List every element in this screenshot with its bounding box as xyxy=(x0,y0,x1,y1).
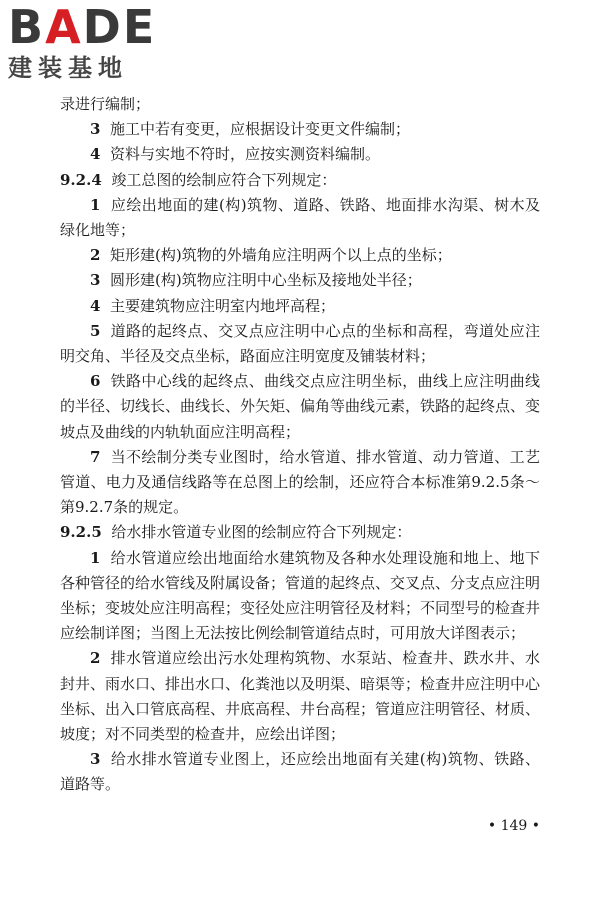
logo-wordmark xyxy=(8,2,178,52)
section-heading xyxy=(60,520,540,545)
item-number: 1 xyxy=(90,548,101,567)
list-item xyxy=(60,142,540,167)
item-text: 资料与实地不符时，应按实测资料编制。 xyxy=(109,145,380,164)
item-number: 6 xyxy=(90,372,101,391)
section-text: 竣工总图的绘制应符合下列规定： xyxy=(111,170,337,189)
paragraph xyxy=(60,92,540,117)
logo-letter-b: B xyxy=(8,0,46,54)
item-text: 铁路中心线的起终点、曲线交点应注明坐标，曲线上应注明曲线的半径、切线长、曲线长、外矢矩、偏角等曲线元素，铁路的起终点、变坡点及曲线的内轨轨面应注明高程； xyxy=(60,372,541,441)
item-number: 5 xyxy=(90,321,101,340)
section-number: 9.2.5 xyxy=(60,523,102,542)
document-body xyxy=(60,92,540,798)
item-text: 主要建筑物应注明室内地坪高程； xyxy=(109,296,335,315)
list-item xyxy=(60,546,540,647)
item-number: 2 xyxy=(90,246,101,265)
item-number: 1 xyxy=(90,195,101,214)
list-item xyxy=(60,243,540,268)
item-text: 矩形建(构)筑物的外墙角应注明两个以上点的坐标； xyxy=(109,246,452,265)
section-number: 9.2.4 xyxy=(60,170,102,189)
item-text: 给水管道应绘出地面给水建筑物及各种水处理设施和地上、地下各种管径的给水管线及附属设备；管道的起终点、交叉点、分支点应注明坐标；变坡处应注明高程；变径处应注明管径及材料；不同型号的检查井应绘制详图；当图上无法按比例绘制管道结点时，可用放大详图表示； xyxy=(60,548,541,643)
item-text: 给水排水管道专业图上，还应绘出地面有关建(构)筑物、铁路、道路等。 xyxy=(60,750,540,794)
item-number: 4 xyxy=(90,296,101,315)
section-text: 给水排水管道专业图的绘制应符合下列规定： xyxy=(111,523,412,542)
list-item xyxy=(60,268,540,293)
item-text: 排水管道应绘出污水处理构筑物、水泵站、检查井、跌水井、水封井、雨水口、排出水口、化粪池以及明渠、暗渠等；检查井应注明中心坐标、出入口管底高程、井底高程、井台高程；管道应注明管径、材质、坡度；对不同类型的检查井，应绘出详图； xyxy=(60,649,541,744)
list-item xyxy=(60,369,540,445)
item-number: 7 xyxy=(90,447,101,466)
list-item xyxy=(60,646,540,747)
section-heading xyxy=(60,168,540,193)
item-text: 应绘出地面的建(构)筑物、道路、铁路、地面排水沟渠、树木及绿化地等； xyxy=(60,195,540,240)
item-number: 3 xyxy=(90,271,101,290)
logo-letter-a: A xyxy=(45,0,83,54)
item-number: 3 xyxy=(90,120,101,139)
item-number: 4 xyxy=(90,145,101,164)
logo-letters-de: DE xyxy=(82,0,157,54)
paragraph-text: 录进行编制； xyxy=(60,95,151,113)
item-text: 道路的起终点、交叉点应注明中心点的坐标和高程，弯道处应注明交角、半径及交点坐标，路面应注明宽度及铺装材料； xyxy=(60,321,540,366)
logo-subtitle: 建装基地 xyxy=(8,54,128,82)
list-item xyxy=(60,117,540,142)
list-item xyxy=(60,319,540,369)
bade-logo xyxy=(8,2,178,82)
item-text: 施工中若有变更，应根据设计变更文件编制； xyxy=(109,120,410,139)
list-item xyxy=(60,193,540,243)
list-item xyxy=(60,445,540,521)
item-text: 当不绘制分类专业图时，给水管道、排水管道、动力管道、工艺管道、电力及通信线路等在总图上的绘制，还应符合本标准第9.2.5条～第9.2.7条的规定。 xyxy=(60,447,540,517)
item-number: 3 xyxy=(90,750,101,769)
list-item xyxy=(60,747,540,797)
item-number: 2 xyxy=(90,649,101,668)
list-item xyxy=(60,294,540,319)
item-text: 圆形建(构)筑物应注明中心坐标及接地处半径； xyxy=(109,271,422,290)
page-number: • 149 • xyxy=(487,818,540,834)
